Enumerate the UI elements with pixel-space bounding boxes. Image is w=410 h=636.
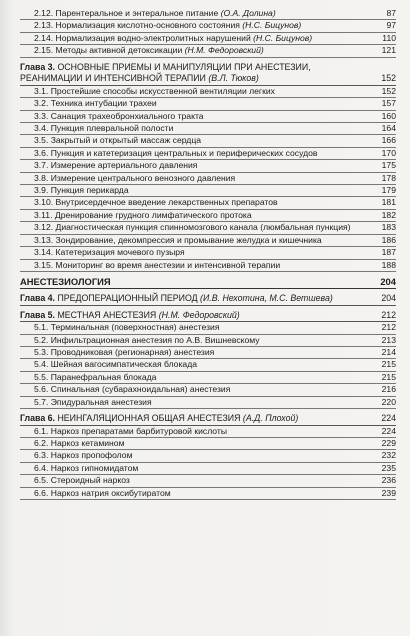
toc-entry-author: (И.В. Нехотина, М.С. Ветшева) (200, 292, 333, 303)
toc-entry-number: 3.6. (34, 147, 49, 158)
toc-entry-number: 5.3. (34, 346, 49, 357)
toc-entry-page-number: 181 (381, 197, 396, 208)
toc-entry-label (20, 210, 378, 221)
toc-entry-label (20, 33, 378, 44)
toc-entry-label (20, 397, 378, 408)
toc-entry-author: (Н.С. Бицунов) (242, 20, 302, 31)
toc-entry-page-number: 215 (381, 359, 396, 370)
toc-entry-number: 3.1. (34, 85, 49, 96)
toc-entry-title: Паранефральная блокада (50, 371, 157, 382)
toc-entry-number: 5.6. (34, 384, 49, 395)
toc-entry-number: 3.13. (34, 234, 54, 245)
toc-entry-page-number: 179 (381, 185, 396, 196)
toc-sub-entry (20, 463, 396, 475)
toc-entry-title: Зондирование, декомпрессия и промывание желудка и кишечника (55, 234, 322, 245)
toc-entry-number: 3.12. (34, 222, 54, 233)
toc-entry-title: Простейшие способы искусственной вентиляции легких (50, 85, 275, 96)
toc-entry-page-number: 204 (381, 292, 396, 303)
toc-sub-entry (20, 86, 396, 98)
toc-entry-title: Спинальная (субарахноидальная) анестезия (50, 384, 231, 395)
toc-entry-label (20, 488, 378, 499)
toc-entry-label (20, 450, 378, 461)
toc-entry-label (20, 475, 378, 486)
toc-entry-number: 2.14. (34, 32, 54, 43)
toc-entry-page-number: 97 (386, 20, 396, 31)
toc-entry-number: 5.2. (34, 334, 49, 345)
toc-entry-number: 3.15. (34, 259, 54, 270)
toc-entry-label (20, 222, 378, 233)
toc-entry-page-number: 152 (381, 85, 396, 96)
toc-entry-author: (А.Д. Плохой) (242, 412, 299, 423)
toc-entry-number: Глава 6. (20, 412, 55, 423)
toc-entry-title: Наркоз гипномидатом (50, 462, 139, 473)
toc-entry-label (20, 372, 378, 383)
toc-entry-page-number: 157 (381, 98, 396, 109)
toc-sub-entry (20, 197, 396, 209)
toc-entry-number: 3.8. (34, 172, 49, 183)
toc-entry-title: Измерение центрального венозного давления (50, 172, 236, 183)
toc-sub-entry (20, 260, 396, 272)
toc-entry-label (20, 148, 378, 159)
toc-entry-page-number: 212 (381, 309, 396, 320)
toc-entry-page-number: 121 (381, 45, 396, 56)
toc-entry-page-number: 214 (381, 346, 396, 357)
toc-entry-page-number: 152 (381, 73, 396, 84)
toc-entry-page-number: 224 (381, 412, 396, 423)
toc-entry-number: Глава 5. (20, 309, 55, 320)
toc-entry-title: Шейная вагосимпатическая блокада (50, 359, 197, 370)
toc-sub-entry (20, 235, 396, 247)
toc-sub-entry (20, 173, 396, 185)
toc-entry-number: 5.4. (34, 359, 49, 370)
toc-sub-entry (20, 426, 396, 438)
toc-entry-title: Внутрисердечное введение лекарственных препаратов (55, 197, 278, 208)
toc-entry-author: (Н.М. Федоровский) (158, 309, 240, 320)
toc-entry-label (20, 438, 378, 449)
toc-entry-page-number: 235 (381, 462, 396, 473)
toc-entry-number: 3.14. (34, 247, 54, 258)
toc-sub-entry (20, 384, 396, 396)
toc-entry-title: Санация трахеобронхиального тракта (50, 110, 204, 121)
toc-entry-number: 6.2. (34, 437, 49, 448)
toc-sub-entry (20, 33, 396, 45)
toc-entry-author: (Н.С. Бицунов) (253, 32, 313, 43)
toc-entry-label (20, 98, 378, 109)
table-of-contents (20, 8, 396, 500)
toc-sub-entry (20, 111, 396, 123)
toc-entry-page-number: 178 (381, 172, 396, 183)
toc-entry-page-number: 110 (382, 32, 396, 43)
toc-entry-page-number: 87 (386, 8, 396, 18)
toc-entry-page-number: 188 (381, 259, 396, 270)
toc-entry-page-number: 170 (381, 147, 396, 158)
toc-sub-entry (20, 372, 396, 384)
toc-entry-number: Глава 4. (20, 292, 55, 303)
toc-sub-entry (20, 135, 396, 147)
toc-entry-title: Катетеризация мочевого пузыря (55, 247, 185, 258)
toc-entry-number: 3.3. (34, 110, 49, 121)
toc-entry-label (20, 413, 378, 425)
toc-sub-entry (20, 123, 396, 135)
toc-entry-label (20, 260, 378, 271)
toc-entry-label (20, 160, 378, 171)
toc-entry-title: Мониторинг во время анестезии и интенсивной терапии (55, 259, 281, 270)
toc-entry-number: 5.7. (34, 396, 49, 407)
toc-entry-title: Пункция плевральной полости (50, 123, 174, 134)
toc-entry-page-number: 215 (381, 371, 396, 382)
toc-entry-page-number: 239 (381, 487, 396, 498)
toc-entry-number: 2.15. (34, 45, 54, 56)
toc-chapter-entry (20, 293, 396, 306)
toc-entry-label (20, 347, 378, 358)
toc-entry-number: 6.1. (34, 425, 49, 436)
toc-entry-title: Наркоз препаратами барбитуровой кислоты (50, 425, 228, 436)
toc-sub-entry (20, 488, 396, 500)
toc-entry-page-number: 183 (381, 222, 396, 233)
toc-entry-page-number: 175 (381, 160, 396, 171)
toc-entry-number: 3.4. (34, 123, 49, 134)
toc-sub-entry (20, 148, 396, 160)
toc-entry-label (20, 45, 378, 56)
toc-entry-title: Пункция и катетеризация центральных и периферических сосудов (50, 147, 318, 158)
toc-chapter-entry (20, 62, 396, 86)
toc-sub-entry (20, 397, 396, 409)
toc-entry-label (20, 359, 378, 370)
toc-sub-entry (20, 160, 396, 172)
toc-entry-number: 3.7. (34, 160, 49, 171)
toc-entry-author: (Н.М. Федоровский) (184, 45, 264, 56)
toc-entry-author: (В.Л. Тюков) (208, 73, 259, 84)
toc-entry-label (20, 293, 378, 305)
toc-entry-label (20, 86, 378, 97)
toc-entry-page-number: 224 (381, 425, 396, 436)
toc-sub-entry (20, 475, 396, 487)
toc-entry-number: 6.5. (34, 475, 49, 486)
toc-sub-entry (20, 450, 396, 462)
toc-entry-number: 5.1. (34, 322, 49, 333)
toc-entry-label (20, 20, 378, 31)
toc-entry-label (20, 322, 378, 333)
toc-entry-label (20, 310, 378, 322)
toc-section-entry (20, 276, 396, 289)
toc-entry-page-number: 182 (381, 209, 396, 220)
toc-entry-title: Наркоз пропофолом (50, 450, 133, 461)
toc-entry-title: АНЕСТЕЗИОЛОГИЯ (20, 275, 111, 287)
toc-entry-title: Наркоз натрия оксибутиратом (50, 487, 171, 498)
toc-chapter-entry (20, 413, 396, 426)
toc-entry-title: Закрытый и открытый массаж сердца (50, 135, 202, 146)
toc-sub-entry (20, 20, 396, 32)
toc-entry-page-number: 232 (381, 450, 396, 461)
toc-entry-label (20, 8, 378, 19)
toc-entry-title: Измерение артериального давления (50, 160, 198, 171)
toc-entry-number: 5.5. (34, 371, 49, 382)
toc-entry-number: 3.10. (34, 197, 54, 208)
toc-entry-page-number: 204 (380, 275, 396, 287)
toc-entry-title: Проводниковая (регионарная) анестезия (50, 346, 215, 357)
toc-entry-label (20, 173, 378, 184)
toc-entry-page-number: 220 (381, 396, 396, 407)
toc-entry-label (20, 426, 378, 437)
toc-entry-title: Инфильтрационная анестезия по А.В. Вишневскому (50, 334, 260, 345)
toc-entry-number: 6.6. (34, 487, 49, 498)
toc-entry-title: Нормализация водно-электролитных нарушений (55, 32, 251, 43)
toc-entry-page-number: 164 (381, 123, 396, 134)
toc-entry-number: 6.4. (34, 462, 49, 473)
toc-entry-title: Пункция перикарда (50, 185, 129, 196)
toc-entry-number: 3.5. (34, 135, 49, 146)
toc-entry-page-number: 212 (381, 322, 396, 333)
toc-sub-entry (20, 247, 396, 259)
toc-entry-title: Дренирование грудного лимфатического протока (54, 209, 252, 220)
toc-entry-page-number: 216 (381, 384, 396, 395)
toc-sub-entry (20, 222, 396, 234)
toc-entry-page-number: 236 (381, 475, 396, 486)
toc-entry-page-number: 213 (381, 334, 396, 345)
toc-entry-label (20, 111, 378, 122)
toc-entry-page-number: 160 (381, 110, 396, 121)
toc-entry-page-number: 166 (381, 135, 396, 146)
toc-sub-entry (20, 210, 396, 222)
toc-entry-label (20, 185, 378, 196)
toc-entry-title: Стероидный наркоз (50, 475, 130, 486)
toc-entry-page-number: 186 (381, 234, 396, 245)
toc-entry-label (20, 123, 378, 134)
toc-entry-title: ПРЕДОПЕРАЦИОННЫЙ ПЕРИОД (57, 292, 198, 303)
toc-entry-label (20, 384, 378, 395)
toc-entry-title: Диагностическая пункция спинномозгового канала (люмбальная пункция) (55, 222, 351, 233)
toc-entry-label (20, 276, 378, 288)
toc-chapter-entry (20, 310, 396, 323)
toc-entry-title: ОСНОВНЫЕ ПРИЕМЫ И МАНИПУЛЯЦИИ ПРИ АНЕСТЕЗИИ, РЕАНИМАЦИИ И ИНТЕНСИВНОЙ ТЕРАПИИ (20, 61, 311, 84)
toc-sub-entry (20, 438, 396, 450)
toc-sub-entry (20, 347, 396, 359)
toc-entry-title: Нормализация кислотно-основного состояния (55, 20, 240, 31)
toc-entry-label (20, 62, 378, 85)
toc-entry-number: 3.2. (34, 98, 49, 109)
toc-sub-entry (20, 8, 396, 20)
toc-sub-entry (20, 45, 396, 57)
toc-entry-title: Парентеральное и энтеральное питание (55, 8, 219, 18)
toc-entry-label (20, 463, 378, 474)
toc-entry-page-number: 229 (381, 437, 396, 448)
toc-entry-author: (О.А. Долина) (220, 8, 276, 18)
toc-entry-label (20, 247, 378, 258)
toc-entry-title: Наркоз кетамином (50, 437, 125, 448)
toc-entry-number: 3.9. (34, 185, 49, 196)
toc-entry-number: 2.13. (34, 20, 54, 31)
toc-entry-title: МЕСТНАЯ АНЕСТЕЗИЯ (57, 309, 157, 320)
toc-entry-title: Эпидуральная анестезия (50, 396, 152, 407)
toc-entry-label (20, 135, 378, 146)
toc-entry-number: 3.11. (34, 209, 53, 220)
toc-entry-number: 2.12. (34, 8, 54, 18)
toc-entry-label (20, 197, 378, 208)
toc-sub-entry (20, 322, 396, 334)
toc-entry-title: НЕИНГАЛЯЦИОННАЯ ОБЩАЯ АНЕСТЕЗИЯ (57, 412, 241, 423)
toc-entry-page-number: 187 (381, 247, 396, 258)
toc-entry-label (20, 335, 378, 346)
toc-sub-entry (20, 98, 396, 110)
toc-sub-entry (20, 359, 396, 371)
toc-sub-entry (20, 185, 396, 197)
toc-entry-label (20, 235, 378, 246)
toc-entry-title: Техника интубации трахеи (50, 98, 157, 109)
toc-entry-title: Терминальная (поверхностная) анестезия (50, 322, 220, 333)
toc-entry-title: Методы активной детоксикации (55, 45, 183, 56)
toc-entry-number: Глава 3. (20, 61, 55, 72)
toc-sub-entry (20, 335, 396, 347)
toc-entry-number: 6.3. (34, 450, 49, 461)
